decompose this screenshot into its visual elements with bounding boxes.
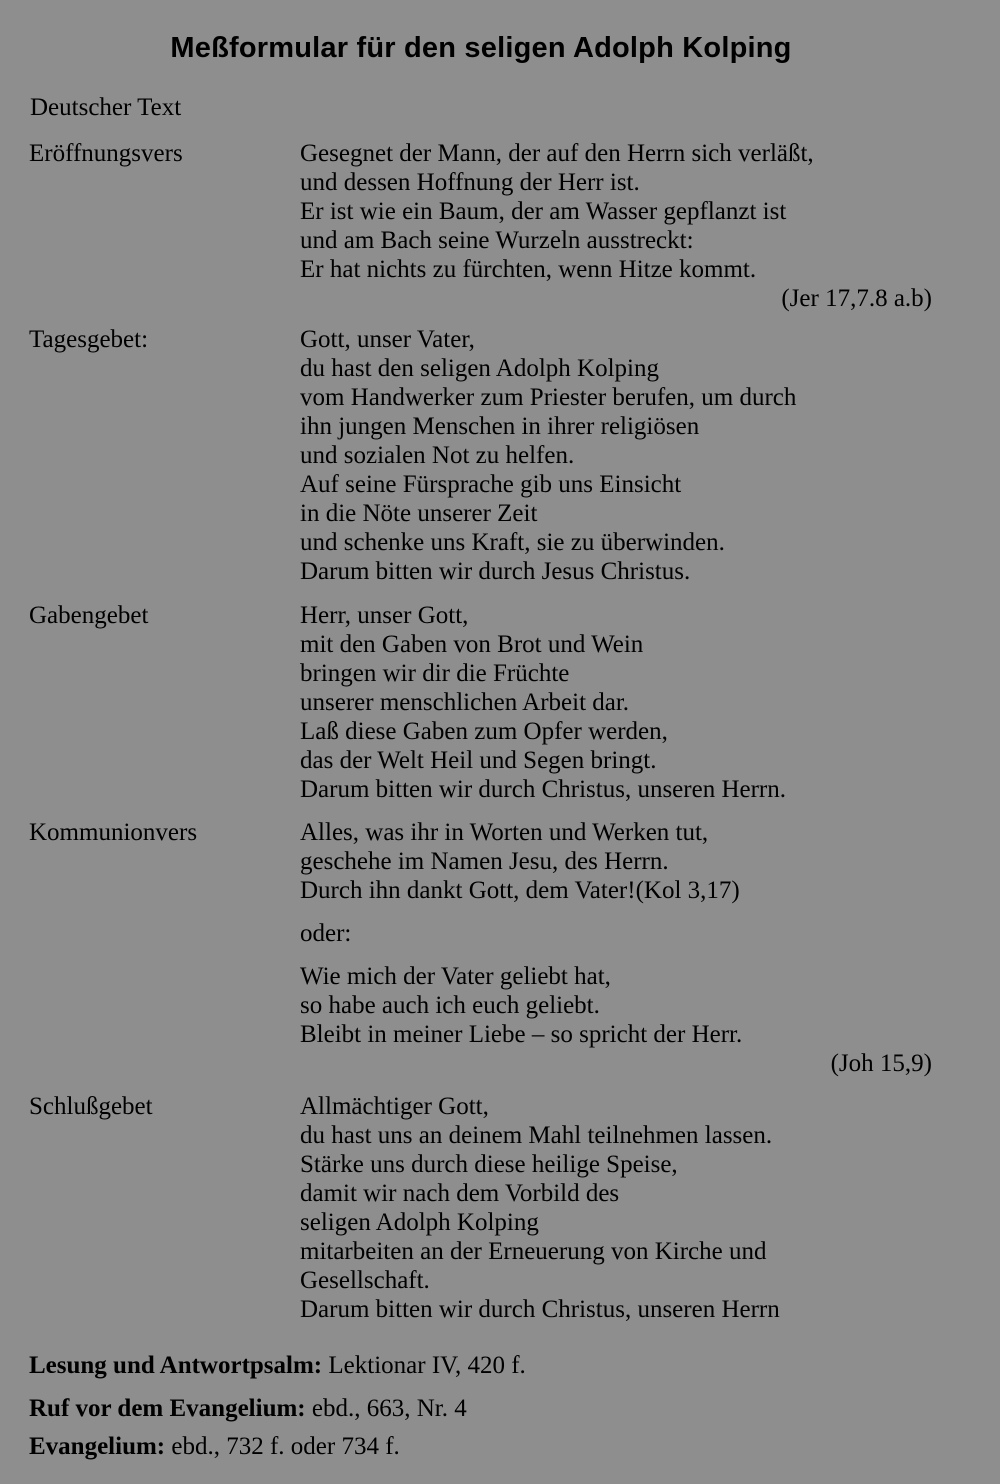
text-line: Darum bitten wir durch Christus, unseren Herrn. (300, 776, 786, 803)
scripture-reference: (Jer 17,7.8 a.b) (781, 285, 932, 312)
text-line: Stärke uns durch diese heilige Speise, (300, 1151, 678, 1178)
text-line: Darum bitten wir durch Jesus Christus. (300, 558, 691, 585)
section-body (300, 1092, 940, 1324)
text-line: du hast uns an deinem Mahl teilnehmen lassen. (300, 1122, 773, 1149)
text-line: Durch ihn dankt Gott, dem Vater!(Kol 3,17) (300, 877, 740, 904)
text-line: Er hat nichts zu fürchten, wenn Hitze kommt. (300, 256, 757, 283)
text-line: mitarbeiten an der Erneuerung von Kirche und (300, 1238, 767, 1265)
text-line: und am Bach seine Wurzeln ausstreckt: (300, 227, 694, 254)
text-line: bringen wir dir die Früchte (300, 660, 570, 687)
text-line: und sozialen Not zu helfen. (300, 442, 575, 469)
footer-label: Lesung und Antwortpsalm: (29, 1352, 323, 1379)
text-line: Gott, unser Vater, (300, 326, 475, 353)
text-line: Herr, unser Gott, (300, 602, 469, 629)
text-line: geschehe im Namen Jesu, des Herrn. (300, 848, 669, 875)
text-line: Allmächtiger Gott, (300, 1093, 489, 1120)
scripture-reference: (Joh 15,9) (830, 1050, 932, 1077)
text-line: in die Nöte unserer Zeit (300, 500, 538, 527)
section-label: Schlußgebet (29, 1093, 153, 1120)
footer-value: ebd., 732 f. oder 734 f. (171, 1433, 400, 1460)
section-body (300, 601, 940, 804)
footer-ruf (29, 1395, 467, 1423)
text-line: vom Handwerker zum Priester berufen, um durch (300, 384, 797, 411)
text-line: Er ist wie ein Baum, der am Wasser gepflanzt ist (300, 198, 787, 225)
text-line: Darum bitten wir durch Christus, unseren Herrn (300, 1296, 780, 1323)
text-line: Gesegnet der Mann, der auf den Herrn sich verläßt, (300, 140, 814, 167)
text-line: und schenke uns Kraft, sie zu überwinden. (300, 529, 725, 556)
footer-value: ebd., 663, Nr. 4 (311, 1395, 467, 1422)
section-label: Gabengebet (29, 602, 149, 629)
text-line: damit wir nach dem Vorbild des (300, 1180, 620, 1207)
text-line: und dessen Hoffnung der Herr ist. (300, 169, 640, 196)
section-body (300, 325, 940, 586)
section-body (300, 818, 940, 1078)
text-line: das der Welt Heil und Segen bringt. (300, 747, 657, 774)
footer-value: Lektionar IV, 420 f. (328, 1352, 526, 1379)
footer-lesung (29, 1352, 526, 1380)
text-line: unserer menschlichen Arbeit dar. (300, 689, 630, 716)
footer-label: Ruf vor dem Evangelium: (29, 1395, 306, 1422)
section-label: Eröffnungsvers (29, 140, 183, 167)
text-line: du hast den seligen Adolph Kolping (300, 355, 659, 382)
text-line: Gesellschaft. (300, 1267, 430, 1294)
footer-label: Evangelium: (29, 1433, 166, 1460)
text-line: ihn jungen Menschen in ihrer religiösen (300, 413, 700, 440)
footer-evangelium (29, 1433, 400, 1461)
section-body (300, 139, 940, 313)
text-line: so habe auch ich euch geliebt. (300, 992, 600, 1019)
text-line: Laß diese Gaben zum Opfer werden, (300, 718, 668, 745)
alternative-marker: oder: (300, 920, 352, 947)
page-title: Meßformular für den seligen Adolph Kolping (170, 32, 792, 64)
text-line: seligen Adolph Kolping (300, 1209, 539, 1236)
section-label: Tagesgebet: (29, 326, 149, 353)
text-line: Bleibt in meiner Liebe – so spricht der Herr. (300, 1021, 743, 1048)
subtitle: Deutscher Text (30, 94, 182, 121)
section-label: Kommunionvers (29, 819, 198, 846)
text-line: Alles, was ihr in Worten und Werken tut, (300, 819, 709, 846)
text-line: Auf seine Fürsprache gib uns Einsicht (300, 471, 682, 498)
text-line: mit den Gaben von Brot und Wein (300, 631, 644, 658)
text-line: Wie mich der Vater geliebt hat, (300, 963, 611, 990)
